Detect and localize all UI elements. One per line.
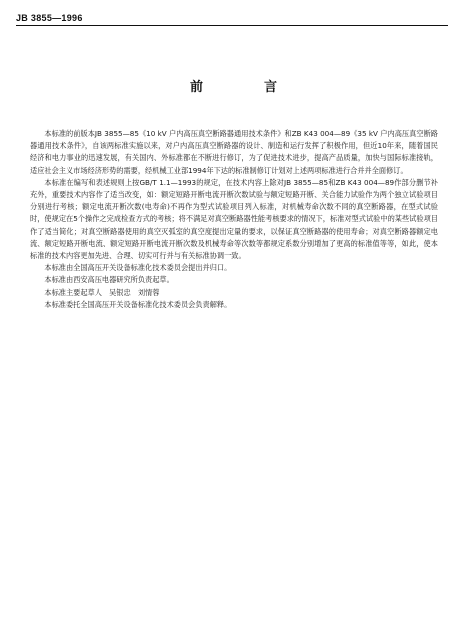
paragraph-proposed-by: 本标准由全国高压开关设备标准化技术委员会提出并归口。 [44,263,232,273]
paragraph-drafted-by: 本标准由西安高压电器研究所负责起草。 [44,275,174,285]
paragraph-interpretation: 本标准委托全国高压开关设备标准化技术委员会负责解释。 [44,299,232,309]
foreword-body [30,128,438,311]
paragraph-previous-versions: 本标准的前版本JB 3855—85《10 kV 户内高压真空断路器通用技术条件》和ZB K43 004—89《35 kV 户内高压真空断路器通用技术条件》，自该两标准实施以来，对户内高压真空断路器的设计、制造和运行发挥了积极作用，但近10年来，随着国民经济和电力事业的迅速发展，有关国内、外标准都在不断进行修订，为了促进技术进步，提高产品质量，加快与国际标准接轨，适应社会主义市场经济形势的需要，经机械工业部1994年下达的标准制修订计划对上述两项标准进行合并并全面修订。 [30,129,438,175]
header-divider [16,25,448,26]
paragraph-revision-details: 本标准在编写和表述规则上按GB/T 1.1—1993的规定，在技术内容上除对JB 3855—85和ZB K43 004—89作部分删节补充外，重要技术内容作了适当改变，如：额定短路开断电流开断次数试验与额定短路开断、关合能力试验作为两个独立试验项目分别进行考核；额定电流开断次数(电寿命)不再作为型式试验项目列入标准，对机械寿命次数不同的真空断路器，在型式试验时，使规定在5个操作之完成检查方式的考核；将不满足对真空断路器性能考核要求的情况下，标准对型式试验中的某些试验项目作了适当简化；对真空断路器使用的真空灭弧室的真空度提出定量的要求，以保证真空断路器的使用寿命；对真空断路器额定电流、额定短路开断电流、额定短路开断电流开断次数及机械寿命等次数等都规定系数分别增加了更高的标准值等等，如此，使本标准的技术内容更加先进、合理、切实可行并与有关标准协调一致。 [30,177,438,261]
page-title: 前 言 [189,80,301,95]
standard-code: JB 3855—1996 [16,13,83,23]
paragraph-main-drafters: 本标准主要起草人 吴银忠 刘情蓉 [44,287,160,297]
